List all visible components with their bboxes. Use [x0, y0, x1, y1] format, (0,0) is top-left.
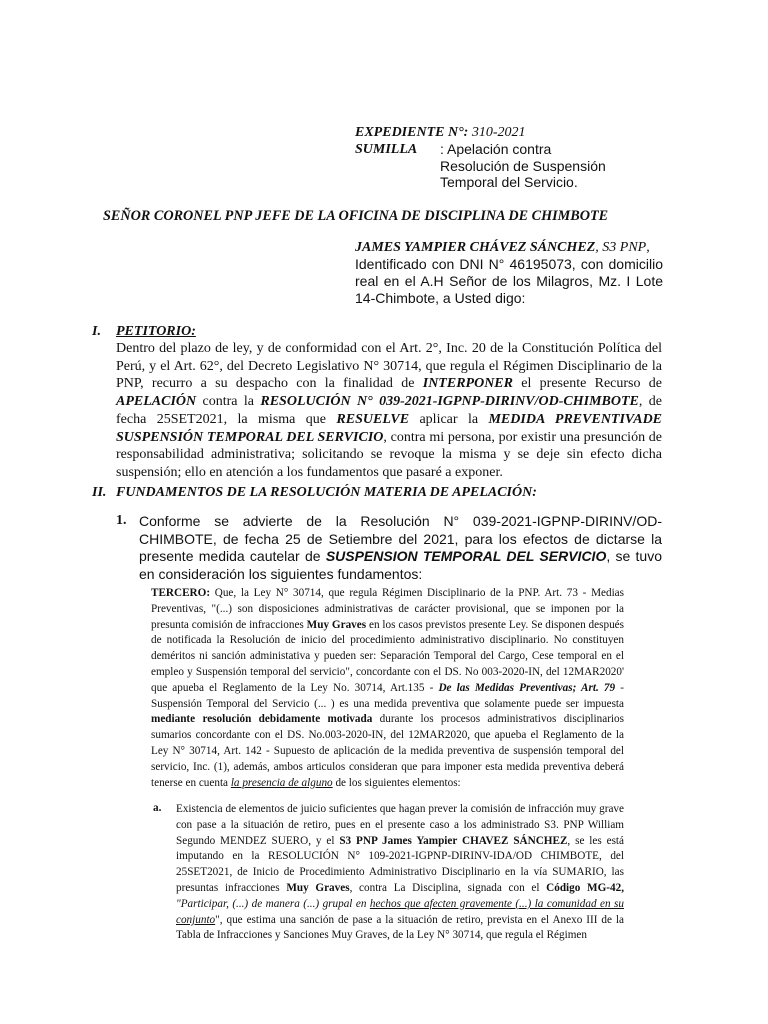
petitorio-resuelve: RESUELVE: [336, 411, 410, 427]
item-1-number: 1.: [116, 513, 127, 528]
quote-item-a-text: ", que estima una sanción de pase a la situación de retiro, prevista en el Anexo III de la Tabla de Infracciones y Sanciones Muy Graves, de la Ley N° 30714, que regula el Régimen: [176, 913, 624, 942]
quote-item-a-text: , se les está imputando en la RESOLUCIÓN N° 109-2021-IGPNP-DIRINV-IDA/OD CHIMBOTE, del 25SET2021, de Inicio de Procedimiento Administrativo Disciplinario en la vía SUMARIO, las presuntas infracciones: [176, 834, 625, 894]
sumilla-label: SUMILLA: [355, 141, 418, 157]
petitorio-text: aplicar la: [409, 411, 489, 427]
quote-tercero: TERCERO:: [151, 587, 211, 599]
quote-item-a-text: Existencia de elementos de juicio suficientes que hagan prever la comisión de infracción muy grave con pase a la situación de retiro, pues en el presente caso a los administrado S3. PNP William Segundo MENDEZ SUERO, y el: [176, 803, 624, 847]
appellant-rank-suffix: ,: [646, 240, 650, 255]
petitorio-paragraph: [116, 340, 662, 482]
quote-text: - Suspensión Temporal del Servicio (... ) es una medida preventiva que solamente puede ser impuesta: [151, 681, 624, 710]
addressee: SEÑOR CORONEL PNP JEFE DE LA OFICINA DE DISCIPLINA DE CHIMBOTE: [103, 208, 609, 224]
quote-text: de los siguientes elementos:: [332, 776, 461, 789]
petitorio-text: , de fecha 25SET2021, la misma que: [116, 394, 662, 427]
quote-item-a-s3: S3 PNP James Yampier CHAVEZ SÁNCHEZ: [339, 834, 568, 847]
item-1-paragraph: [139, 513, 662, 584]
quote-muy-graves: Muy Graves: [306, 618, 367, 631]
petitorio-text: , contra mi persona, por existir una presunción de responsabilidad administrativa; solicitando se revoque la misma y se deje sin efecto dicha suspensión; ello en atención a los fundamentos que pasaré a exponer.: [116, 429, 663, 480]
item-1-text: , se tuvo en consideración los siguientes fundamentos:: [139, 548, 662, 583]
item-1-text: Conforme se advierte de la Resolución N° 039-2021-IGPNP-DIRINV/OD-CHIMBOTE, de fecha 25 de Setiembre del 2021, para los efectos de dictarse la presente medida cautelar de: [139, 513, 662, 565]
appellant-block: [355, 239, 663, 307]
appellant-details: Identificado con DNI N° 46195073, con domicilio real en el A.H Señor de los Milagros, Mz. I Lote 14-Chimbote, a Usted digo:: [355, 256, 663, 306]
petitorio-resolucion: RESOLUCIÓN N° 039-2021-IGPNP-DIRINV/OD-CHIMBOTE: [260, 394, 639, 410]
quote-item-a-hechos: hechos que afecten gravemente (...) la comunidad en su conjunto: [176, 897, 624, 926]
quote-text: durante los procesos administrativos disciplinarios sumarios concordante con el DS. No.003-2020-IN, del 12MAR2020, que apueba el Reglamento de la Ley N° 30714, Art. 142 - Supuesto de aplicación de la medida preventiva de suspensión temporal del servicio, Inc. (1), además, ambos articulos consideran que para imponer esta medida preventiva deberá tenerse en cuenta: [151, 713, 624, 789]
expediente-label: EXPEDIENTE N°:: [355, 125, 469, 140]
appellant-name: JAMES YAMPIER CHÁVEZ SÁNCHEZ: [355, 240, 596, 255]
expediente-row: [355, 125, 526, 142]
section-1-number: I.: [92, 324, 101, 339]
quoted-resolution: [151, 586, 624, 791]
quote-item-a-codigo: Código MG-42,: [546, 881, 624, 894]
sumilla-text: : Apelación contra Resolución de Suspensión Temporal del Servicio.: [440, 141, 606, 190]
quote-item-a-text: "Participar, (...) de manera (...) grupal en: [176, 897, 370, 910]
petitorio-text: Dentro del plazo de ley, y de conformidad con el Art. 2°, Inc. 20 de la Constitución Política del Perú, y el Art. 62°, del Decreto Legislativo N° 30714, que regula el Régimen Disciplinario de la PNP, recurro a su despacho con la finalidad de: [116, 341, 662, 392]
section-2-number: II.: [92, 485, 107, 500]
quote-mediante: mediante resolución debidamente motivada: [151, 713, 373, 726]
quote-item-a: [176, 802, 624, 944]
section-1-heading: [92, 323, 196, 341]
quote-item-a-letter: a.: [153, 802, 162, 814]
item-1-bold: SUSPENSION TEMPORAL DEL SERVICIO: [325, 548, 607, 565]
quote-item-a-text: , contra La Disciplina, signada con el: [349, 881, 547, 894]
section-2-heading: [92, 484, 537, 502]
petitorio-text: el presente Recurso de: [512, 376, 662, 392]
petitorio-interponer: INTERPONER: [422, 376, 513, 392]
appellant-rank: , S3 PNP: [595, 240, 647, 255]
petitorio-medida: MEDIDA PREVENTIVADE SUSPENSIÓN TEMPORAL DEL SERVICIO: [116, 411, 663, 445]
quote-de-las-medidas: De las Medidas Preventivas; Art. 79: [438, 681, 616, 694]
quote-presencia: la presencia de alguno: [230, 776, 333, 789]
section-2-title: FUNDAMENTOS DE LA RESOLUCIÓN MATERIA DE APELACIÓN:: [116, 485, 537, 500]
petitorio-text: contra la: [196, 394, 261, 410]
section-1-title: PETITORIO:: [116, 324, 196, 339]
quote-item-a-muy-graves: Muy Graves: [286, 881, 350, 894]
quote-text: Que, la Ley N° 30714, que regula Régimen Disciplinario de la PNP. Art. 73 - Medias Preventivas, "(...) son disposiciones administrativas de carácter provisional, que se imponen por la presunta comisión de infracciones: [151, 587, 624, 631]
quote-text: en los casos previstos presente Ley. Se disponen después de notificada la Resolución de inicio del procedimiento administrativo disciplinario. No constituyen deméritos ni sanción administativa y pueden ser: Separación Temporal del Cargo, Cese temporal en el empleo y Suspensión temporal del servicio", concordante con el DS. No 003-2020-IN, del 12MAR2020' que apueba el Reglamento de la Ley No. 30714, Art.135 -: [151, 618, 624, 694]
expediente-number: 310-2021: [471, 125, 526, 140]
petitorio-apelacion: APELACIÓN: [116, 394, 197, 410]
